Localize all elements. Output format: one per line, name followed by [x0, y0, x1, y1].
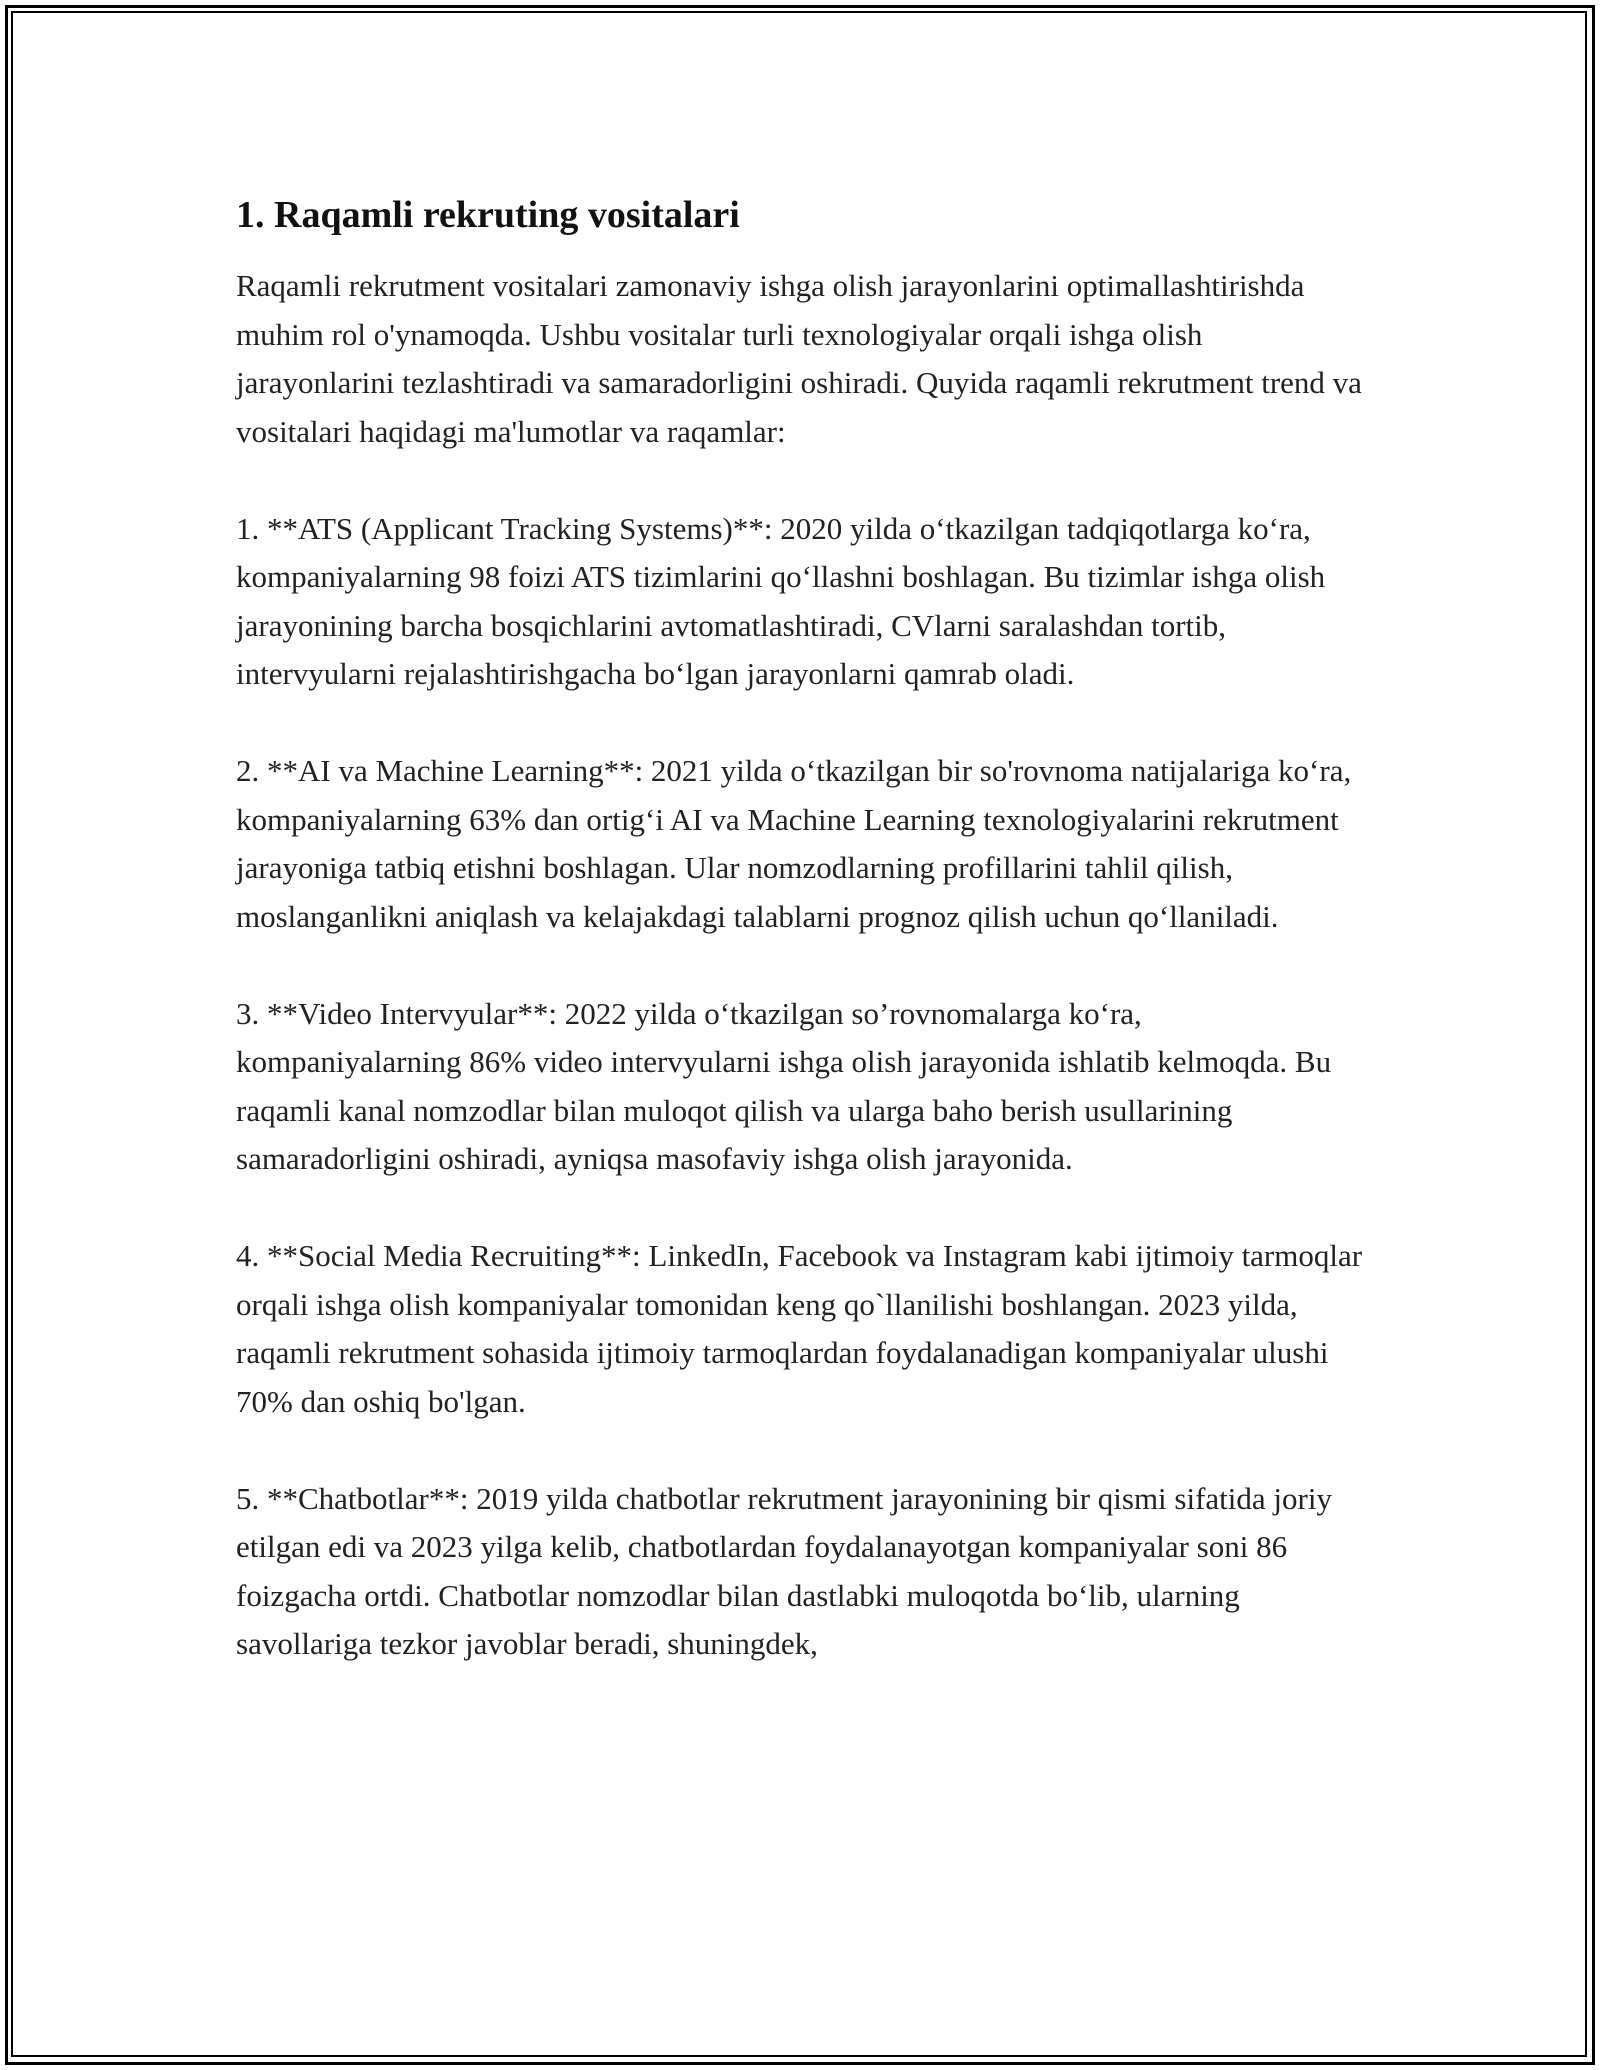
list-item-ai-ml: 2. **AI va Machine Learning**: 2021 yilda o‘tkazilgan bir so'rovnoma natijalariga ko‘ra, kompaniyalarning 63% dan ortig‘i AI va Machine Learning texnologiyalarini rekrutment jarayoniga tatbiq etishni boshlagan. Ular nomzodlarning profillarini tahlil qilish, moslanganlikni aniqlash va kelajakdagi talablarni prognoz qilish uchun qo‘llaniladi.	[236, 753, 1352, 934]
list-item-chatbots: 5. **Chatbotlar**: 2019 yilda chatbotlar rekrutment jarayonining bir qismi sifatida joriy etilgan edi va 2023 yilga kelib, chatbotlardan foydalanayotgan kompaniyalar soni 86 foizgacha ortdi. Chatbotlar nomzodlar bilan dastlabki muloqotda bo‘lib, ularning savollariga tezkor javoblar beradi, shuningdek,	[236, 1480, 1332, 1661]
list-item-social-media: 4. **Social Media Recruiting**: LinkedIn, Facebook va Instagram kabi ijtimoiy tarmoqlar orqali ishga olish kompaniyalar tomonidan keng qo`llanilishi boshlangan. 2023 yilda, raqamli rekrutment sohasida ijtimoiy tarmoqlardan foydalanadigan kompaniyalar ulushi 70% dan oshiq bo'lgan.	[236, 1238, 1363, 1419]
list-item-video-interviews: 3. **Video Intervyular**: 2022 yilda o‘tkazilgan so’rovnomalarga ko‘ra, kompaniyalarning 86% video intervyularni ishga olish jarayonida ishlatib kelmoqda. Bu raqamli kanal nomzodlar bilan muloqot qilish va ularga baho berish usullarining samaradorligini oshiradi, ayniqsa masofaviy ishga olish jarayonida.	[236, 995, 1332, 1176]
document-page	[236, 180, 1366, 1669]
section-heading: 1. Raqamli rekruting vositalari	[236, 194, 740, 236]
list-item-ats: 1. **ATS (Applicant Tracking Systems)**: 2020 yilda o‘tkazilgan tadqiqotlarga ko‘ra, kompaniyalarning 98 foizi ATS tizimlarini qo‘llashni boshlagan. Bu tizimlar ishga olish jarayonining barcha bosqichlarini avtomatlashtiradi, CVlarni saralashdan tortib, intervyularni rejalashtirishgacha bo‘lgan jarayonlarni qamrab oladi.	[236, 510, 1326, 691]
intro-paragraph: Raqamli rekrutment vositalari zamonaviy ishga olish jarayonlarini optimallashtirishda muhim rol o'ynamoqda. Ushbu vositalar turli texnologiyalar orqali ishga olish jarayonlarini tezlashtiradi va samaradorligini oshiradi. Quyida raqamli rekrutment trend va vositalari haqidagi ma'lumotlar va raqamlar:	[236, 268, 1362, 449]
